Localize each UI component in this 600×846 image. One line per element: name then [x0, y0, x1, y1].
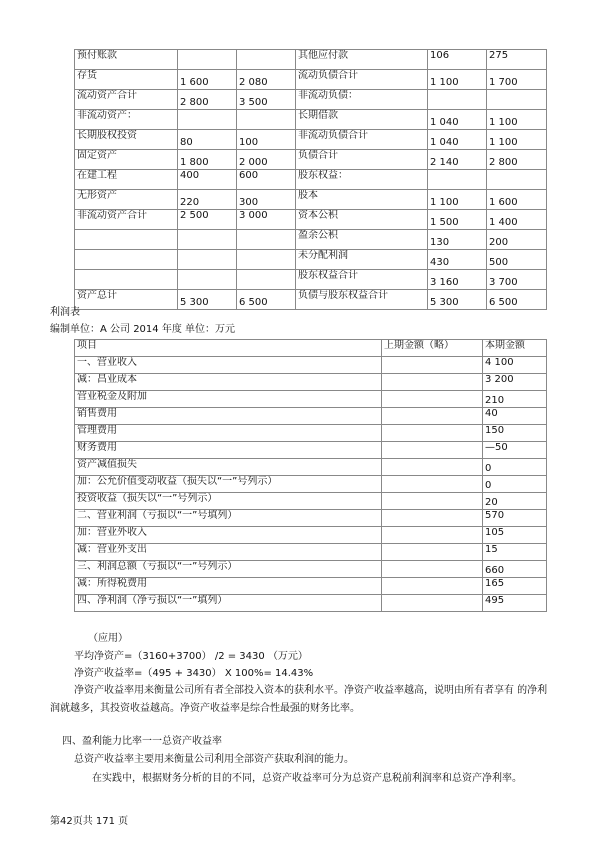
income-statement-cell: 0 [483, 476, 547, 493]
income-statement-body [75, 357, 547, 612]
balance-sheet-cell [178, 110, 237, 130]
roe-formula: 净资产收益率=（495 + 3430） X 100%= 14.43% [74, 668, 314, 679]
balance-sheet-row [75, 110, 547, 130]
income-statement-cell: 495 [483, 595, 547, 612]
income-statement-cell: 加：营业外收入 [75, 527, 382, 544]
balance-sheet-cell: 100 [237, 130, 296, 150]
income-statement-row [75, 595, 547, 612]
income-statement-cell: 4 100 [483, 357, 547, 374]
balance-sheet-row [75, 50, 547, 70]
income-statement-cell [382, 544, 483, 561]
balance-sheet-cell [428, 170, 487, 190]
balance-sheet-row [75, 70, 547, 90]
income-statement-cell [382, 561, 483, 578]
balance-sheet-cell [178, 270, 237, 290]
balance-sheet-cell: 1 100 [428, 70, 487, 90]
balance-sheet-cell: 负债合计 [296, 150, 428, 170]
income-statement-cell: 四、净利润（净亏损以“一”填列） [75, 595, 382, 612]
income-statement-cell: 减：所得税费用 [75, 578, 382, 595]
balance-sheet-cell [178, 50, 237, 70]
income-statement-subtitle: 编制单位：A 公司 2014 年度 单位：万元 [50, 324, 236, 335]
balance-sheet-cell: 预付账款 [75, 50, 178, 70]
balance-sheet-row [75, 230, 547, 250]
balance-sheet-cell: 106 [428, 50, 487, 70]
income-statement-row [75, 578, 547, 595]
income-statement-cell: 20 [483, 493, 547, 510]
income-statement-cell: 660 [483, 561, 547, 578]
income-statement-cell: 二、营业利润（亏损以“一”号填列） [75, 510, 382, 527]
income-statement-cell: 减：营业外支出 [75, 544, 382, 561]
income-statement-row [75, 408, 547, 425]
income-statement-row [75, 527, 547, 544]
balance-sheet-cell: 非流动负债合计 [296, 130, 428, 150]
balance-sheet-cell: 1 600 [487, 190, 547, 210]
income-statement-cell: 15 [483, 544, 547, 561]
balance-sheet-cell: 资产总计 [75, 290, 178, 310]
balance-sheet-table [74, 49, 547, 310]
balance-sheet-cell: 1 040 [428, 130, 487, 150]
income-statement-cell: 165 [483, 578, 547, 595]
section-title: 四、盈利能力比率一一总资产收益率 [62, 736, 222, 747]
balance-sheet-cell: 5 300 [178, 290, 237, 310]
balance-sheet-cell: 2 140 [428, 150, 487, 170]
balance-sheet-row [75, 90, 547, 110]
balance-sheet-cell: 存货 [75, 70, 178, 90]
balance-sheet-cell: 流动资产合计 [75, 90, 178, 110]
balance-sheet-row [75, 170, 547, 190]
roe-explanation-paragraph: 净资产收益率用来衡量公司所有者全部投入资本的获利水平。净资产收益率越高，说明由所有者享有 的净利润就越多，其投资收益越高。净资产收益率是综合性最强的财务比率。 [50, 685, 548, 714]
balance-sheet-cell: 1 100 [428, 190, 487, 210]
income-statement-cell: 40 [483, 408, 547, 425]
balance-sheet-cell: 6 500 [487, 290, 547, 310]
balance-sheet-cell: 1 040 [428, 110, 487, 130]
balance-sheet-cell: 非流动资产合计 [75, 210, 178, 230]
balance-sheet-cell: 430 [428, 250, 487, 270]
balance-sheet-cell: 1 500 [428, 210, 487, 230]
income-statement-cell: 210 [483, 391, 547, 408]
income-statement-cell: 投资收益（损失以“一”号列示） [75, 493, 382, 510]
balance-sheet-cell [178, 230, 237, 250]
balance-sheet-cell: 2 500 [178, 210, 237, 230]
balance-sheet-row [75, 190, 547, 210]
income-statement-row [75, 425, 547, 442]
balance-sheet-cell [237, 230, 296, 250]
income-statement-cell: 三、利润总额（亏损以“一”号列示） [75, 561, 382, 578]
income-statement-row [75, 374, 547, 391]
balance-sheet-cell: 5 300 [428, 290, 487, 310]
income-statement-cell [382, 493, 483, 510]
balance-sheet-cell [178, 250, 237, 270]
balance-sheet-row [75, 210, 547, 230]
income-statement-row [75, 442, 547, 459]
balance-sheet-cell: 3 700 [487, 270, 547, 290]
income-statement-cell [382, 476, 483, 493]
balance-sheet-cell: 275 [487, 50, 547, 70]
income-statement-cell: 105 [483, 527, 547, 544]
balance-sheet-cell: 300 [237, 190, 296, 210]
balance-sheet-cell: 1 800 [178, 150, 237, 170]
balance-sheet-row [75, 270, 547, 290]
income-statement-row [75, 391, 547, 408]
balance-sheet-cell: 1 100 [487, 130, 547, 150]
income-statement-title: 利润表 [50, 307, 80, 318]
balance-sheet-cell: 2 800 [178, 90, 237, 110]
income-statement-row [75, 459, 547, 476]
balance-sheet-cell: 2 800 [487, 150, 547, 170]
balance-sheet-cell: 600 [237, 170, 296, 190]
balance-sheet-row [75, 290, 547, 310]
balance-sheet-cell [75, 230, 178, 250]
balance-sheet-cell: 220 [178, 190, 237, 210]
balance-sheet-cell: 80 [178, 130, 237, 150]
balance-sheet-cell: 股本 [296, 190, 428, 210]
balance-sheet-cell [75, 250, 178, 270]
income-statement-cell [382, 578, 483, 595]
income-statement-cell: 营业税金及附加 [75, 391, 382, 408]
balance-sheet-row [75, 250, 547, 270]
balance-sheet-cell [428, 90, 487, 110]
balance-sheet-cell [487, 90, 547, 110]
balance-sheet-cell: 股东权益： [296, 170, 428, 190]
balance-sheet-cell: 6 500 [237, 290, 296, 310]
income-statement-cell [382, 374, 483, 391]
income-statement-cell: 管理费用 [75, 425, 382, 442]
header-current-amount: 本期金额 [483, 340, 547, 357]
balance-sheet-cell: 3 000 [237, 210, 296, 230]
application-label: （应用） [88, 633, 128, 644]
income-statement-cell: 一、营业收入 [75, 357, 382, 374]
income-statement-cell: 150 [483, 425, 547, 442]
income-statement-cell [382, 357, 483, 374]
balance-sheet-cell: 400 [178, 170, 237, 190]
income-statement-row [75, 476, 547, 493]
balance-sheet-cell: 1 600 [178, 70, 237, 90]
balance-sheet-cell: 长期股权投资 [75, 130, 178, 150]
balance-sheet-cell: 1 400 [487, 210, 547, 230]
income-statement-row [75, 544, 547, 561]
roa-definition: 总资产收益率主要用来衡量公司利用全部资产获取利润的能力。 [74, 754, 354, 765]
balance-sheet-cell: 股东权益合计 [296, 270, 428, 290]
income-statement-row [75, 493, 547, 510]
balance-sheet-cell [75, 270, 178, 290]
income-statement-cell: 0 [483, 459, 547, 476]
income-statement-cell [382, 527, 483, 544]
income-statement-row [75, 357, 547, 374]
balance-sheet-cell: 其他应付款 [296, 50, 428, 70]
balance-sheet-row [75, 130, 547, 150]
income-statement-cell: 3 200 [483, 374, 547, 391]
income-statement-cell: 财务费用 [75, 442, 382, 459]
income-statement-row [75, 561, 547, 578]
roa-practice-paragraph: 在实践中，根据财务分析的目的不同，总资产收益率可分为总资产息税前利润率和总资产净利率。 [92, 773, 522, 784]
header-prior-amount: 上期金额（略） [382, 340, 483, 357]
balance-sheet-cell: 3 500 [237, 90, 296, 110]
income-statement-cell: 资产减值损失 [75, 459, 382, 476]
income-statement-cell [382, 391, 483, 408]
income-statement-cell [382, 442, 483, 459]
balance-sheet-cell: 流动负债合计 [296, 70, 428, 90]
balance-sheet-cell: 盈余公积 [296, 230, 428, 250]
balance-sheet-cell: 非流动负债： [296, 90, 428, 110]
balance-sheet-cell: 无形资产 [75, 190, 178, 210]
balance-sheet-cell: 500 [487, 250, 547, 270]
balance-sheet-cell: 1 100 [487, 110, 547, 130]
balance-sheet-cell: 资本公积 [296, 210, 428, 230]
balance-sheet-cell: 负债与股东权益合计 [296, 290, 428, 310]
balance-sheet-cell: 3 160 [428, 270, 487, 290]
income-statement-cell: 加：公允价值变动收益（损失以“一”号列示） [75, 476, 382, 493]
balance-sheet-cell: 1 700 [487, 70, 547, 90]
income-statement-cell [382, 595, 483, 612]
balance-sheet-cell [237, 110, 296, 130]
income-statement-cell: 减：昌业成本 [75, 374, 382, 391]
balance-sheet-body [75, 50, 547, 310]
balance-sheet-cell: 2 080 [237, 70, 296, 90]
header-item: 项目 [75, 340, 382, 357]
income-statement-cell [382, 510, 483, 527]
balance-sheet-cell: 非流动资产： [75, 110, 178, 130]
income-statement-table [74, 339, 547, 612]
balance-sheet-cell: 未分配利润 [296, 250, 428, 270]
balance-sheet-cell: 固定资产 [75, 150, 178, 170]
income-statement-cell: 570 [483, 510, 547, 527]
balance-sheet-cell [237, 270, 296, 290]
page-footer: 第42页共 171 页 [50, 816, 129, 827]
balance-sheet-cell: 130 [428, 230, 487, 250]
balance-sheet-cell [237, 250, 296, 270]
income-statement-cell: —50 [483, 442, 547, 459]
balance-sheet-cell: 在建工程 [75, 170, 178, 190]
balance-sheet-cell: 200 [487, 230, 547, 250]
income-statement-cell: 销售费用 [75, 408, 382, 425]
balance-sheet-cell: 长期借款 [296, 110, 428, 130]
income-statement-header-row [75, 340, 547, 357]
income-statement-cell [382, 408, 483, 425]
average-net-assets-formula: 平均净资产=（3160+3700） /2 = 3430 （万元） [74, 651, 308, 662]
balance-sheet-cell [237, 50, 296, 70]
balance-sheet-cell [487, 170, 547, 190]
balance-sheet-cell: 2 000 [237, 150, 296, 170]
income-statement-row [75, 510, 547, 527]
income-statement-cell [382, 459, 483, 476]
balance-sheet-row [75, 150, 547, 170]
income-statement-cell [382, 425, 483, 442]
